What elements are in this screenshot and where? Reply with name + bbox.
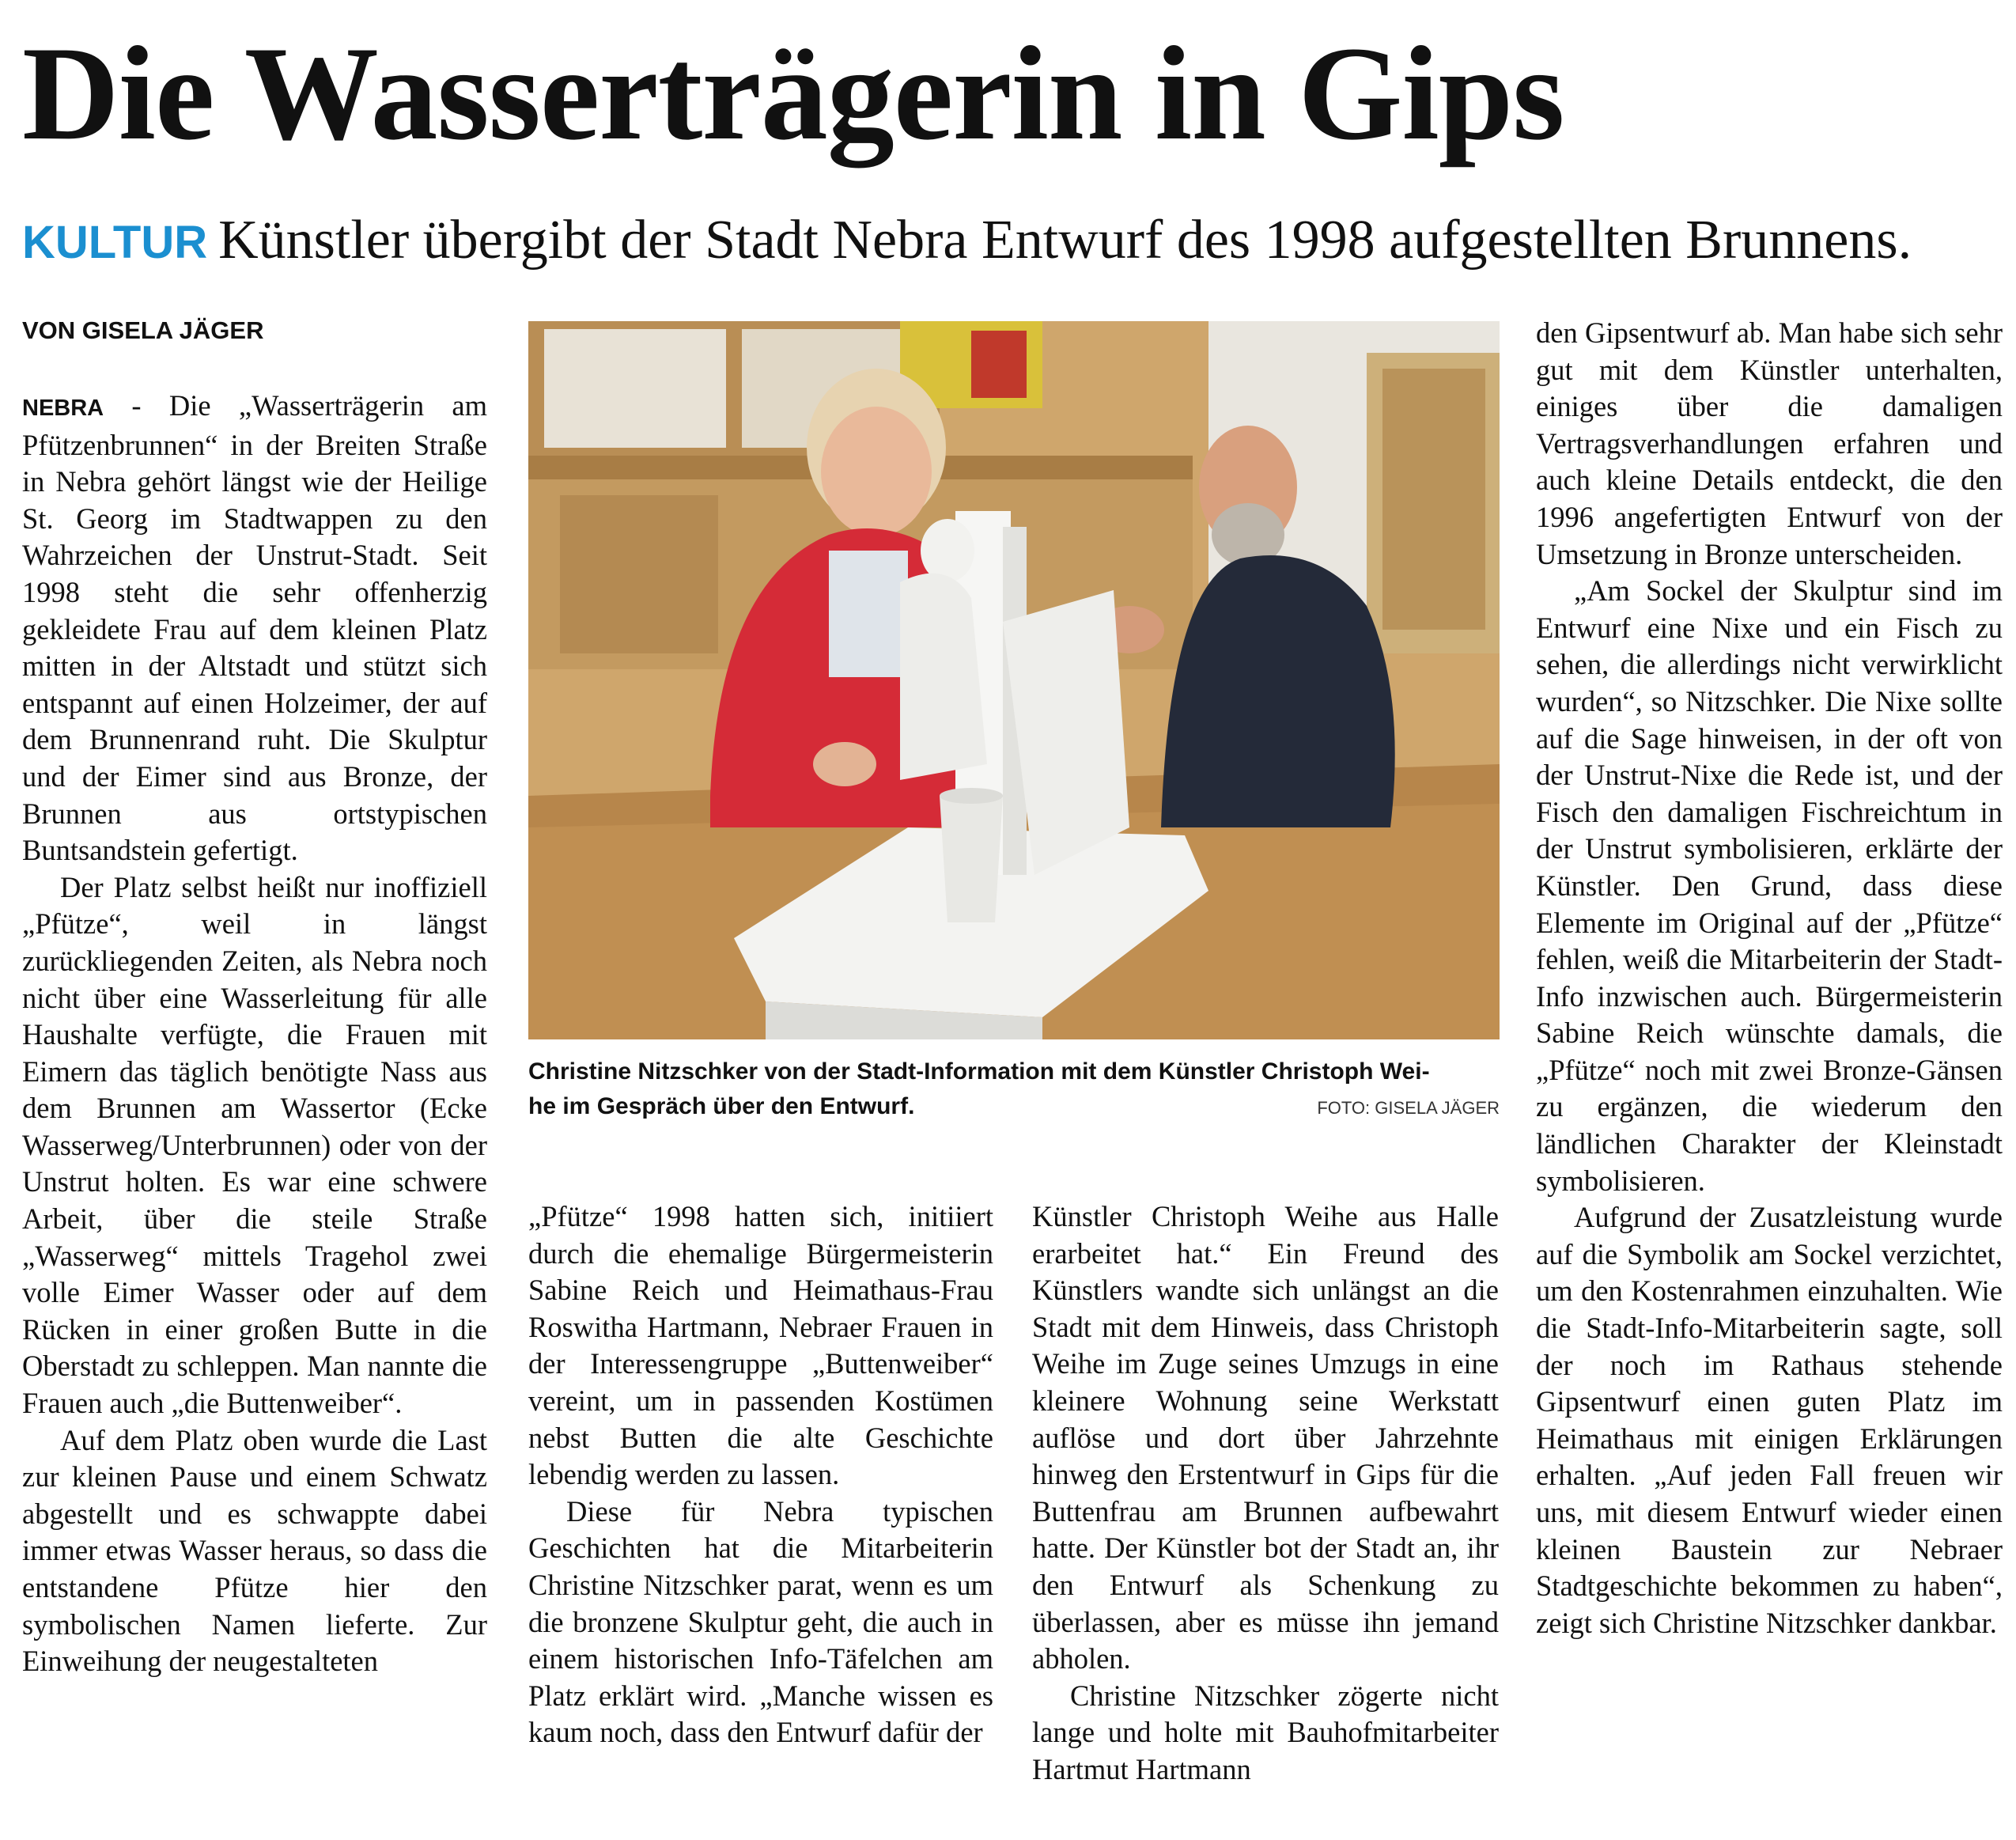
caption-line: Christine Nitzschker von der Stadt-Information mit dem Künstler Christoph Wei- [528,1058,1430,1085]
dateline: NEBRA [22,396,104,421]
photo-credit: FOTO: GISELA JÄGER [1317,1098,1500,1118]
article-column-1 [22,388,487,1680]
byline: VON GISELA JÄGER [22,316,264,344]
article-paragraph: Christine Nitzschker zögerte nicht lange und holte mit Bauhofmitarbeiter Hartmut Hartmann [1032,1679,1499,1785]
article-column-4 [1536,315,2003,1641]
article-paragraph: „Am Sockel der Skulptur sind im Entwurf eine Nixe und ein Fisch zu sehen, die allerdings nicht verwirklicht wurden“, so Nitzschker. Die Nixe sollte auf die Sage hinweisen, in der oft von der Unstrut-Nixe die Rede ist, und der Fisch den damaligen Fischreichtum in der Unstrut symbolisieren, erklärte der Künstler. Den Grund, dass diese Elemente im Original auf der „Pfütze“ fehlen, weiß die Mitarbeiterin der Stadt-Info inzwischen auch. Bürgermeisterin Sabine Reich wünschte damals, die „Pfütze“ noch mit zwei Bronze-Gänsen zu ergänzen, die wiederum den ländlichen Charakter der Kleinstadt symbolisieren. [1536,574,2003,1197]
article-column-3 [1032,1198,1499,1789]
article-paragraph: den Gipsentwurf ab. Man habe sich sehr gut mit dem Künstler unterhalten, einiges über die damaligen Vertragsverhandlungen erfahren und auch kleine Details entdeckt, die den 1996 angefertigten Entwurf von der Umsetzung in Bronze unterscheiden. [1536,316,2003,570]
article-paragraph: „Pfütze“ 1998 hatten sich, initiiert durch die ehemalige Bürgermeisterin Sabine Reich und Heimathaus-Frau Roswitha Hartmann, Nebraer Frauen in der Interessengruppe „Buttenweiber“ vereint, um in passenden Kostümen nebst Butten die alte Geschichte lebendig werden zu lassen. [528,1200,993,1491]
photo-caption [528,1054,1500,1124]
caption-line: he im Gespräch über den Entwurf. [528,1093,915,1119]
article-paragraph: NEBRA - Die „Wasserträgerin am Pfützenbrunnen“ in der Breiten Straße in Nebra gehört längst wie der Heilige St. Georg im Stadtwappen zu den Wahrzeichen der Unstrut-Stadt. Seit 1998 steht die sehr offenherzig gekleidete Frau auf dem kleinen Platz mitten in der Altstadt und stützt sich entspannt auf einen Holzeimer, der auf dem Brunnenrand ruht. Die Skulptur und der Eimer sind aus Bronze, der Brunnen aus ortstypischen Buntsandstein gefertigt. [22,389,487,867]
article-paragraph: Diese für Nebra typischen Geschichten hat die Mitarbeiterin Christine Nitzschker parat, wenn es um die bronzene Skulptur geht, die auch in einem historischen Info-Täfelchen am Platz erklärt wird. „Manche wissen es kaum noch, dass den Entwurf dafür der [528,1494,993,1749]
article-column-2 [528,1198,993,1751]
photo-illustration [528,321,1500,1039]
subheadline: Künstler übergibt der Stadt Nebra Entwurf des 1998 aufgestellten Brunnens. [218,210,1912,271]
section-kicker: KULTUR [22,217,208,268]
article-paragraph: Aufgrund der Zusatzleistung wurde auf die Symbolik am Sockel verzichtet, um den Kostenrahmen einzuhalten. Wie die Stadt-Info-Mitarbeiterin sagte, soll der noch im Rathaus stehende Gipsentwurf einen guten Platz im Heimathaus mit einigen Erklärungen erhalten. „Auf jeden Fall freuen wir uns, mit diesem Entwurf wieder einen kleinen Baustein zur Nebraer Stadtgeschichte bekommen zu haben“, zeigt sich Christine Nitzschker dankbar. [1536,1201,2003,1639]
headline: Die Wasserträgerin in Gips [22,19,1564,168]
subheadline-row [22,207,1999,276]
article-photo [528,321,1500,1039]
article-paragraph: Auf dem Platz oben wurde die Last zur kleinen Pause und einem Schwatz abgestellt und es schwappte dabei immer etwas Wasser heraus, so dass die entstandene Pfütze hier den symbolischen Namen lieferte. Zur Einweihung der neugestalteten [22,1423,487,1678]
article-paragraph: Künstler Christoph Weihe aus Halle erarbeitet hat.“ Ein Freund des Künstlers wandte sich unlängst an die Stadt mit dem Hinweis, dass Christoph Weihe im Zuge seines Umzugs in eine kleinere Wohnung seine Werkstatt auflöse und dort über Jahrzehnte hinweg den Erstentwurf in Gips für die Buttenfrau am Brunnen aufbewahrt hatte. Der Künstler bot der Stadt an, ihr den Entwurf als Schenkung zu überlassen, aber es müsse ihn jemand abholen. [1032,1200,1499,1675]
article-paragraph: Der Platz selbst heißt nur inoffiziell „Pfütze“, weil in längst zurückliegenden Zeiten, als Nebra noch nicht über eine Wasserleitung für alle Haushalte verfügte, die Frauen mit Eimern das täglich benötigte Nass aus dem Brunnen am Wassertor (Ecke Wasserweg/Unterbrunnen) oder von der Unstrut holten. Es war eine schwere Arbeit, über die steile Straße „Wasserweg“ mittels Tragehol zwei volle Eimer Wasser oder auf dem Rücken in einer großen Butte in die Oberstadt zu schleppen. Man nannte die Frauen auch „die Buttenweiber“. [22,870,487,1420]
